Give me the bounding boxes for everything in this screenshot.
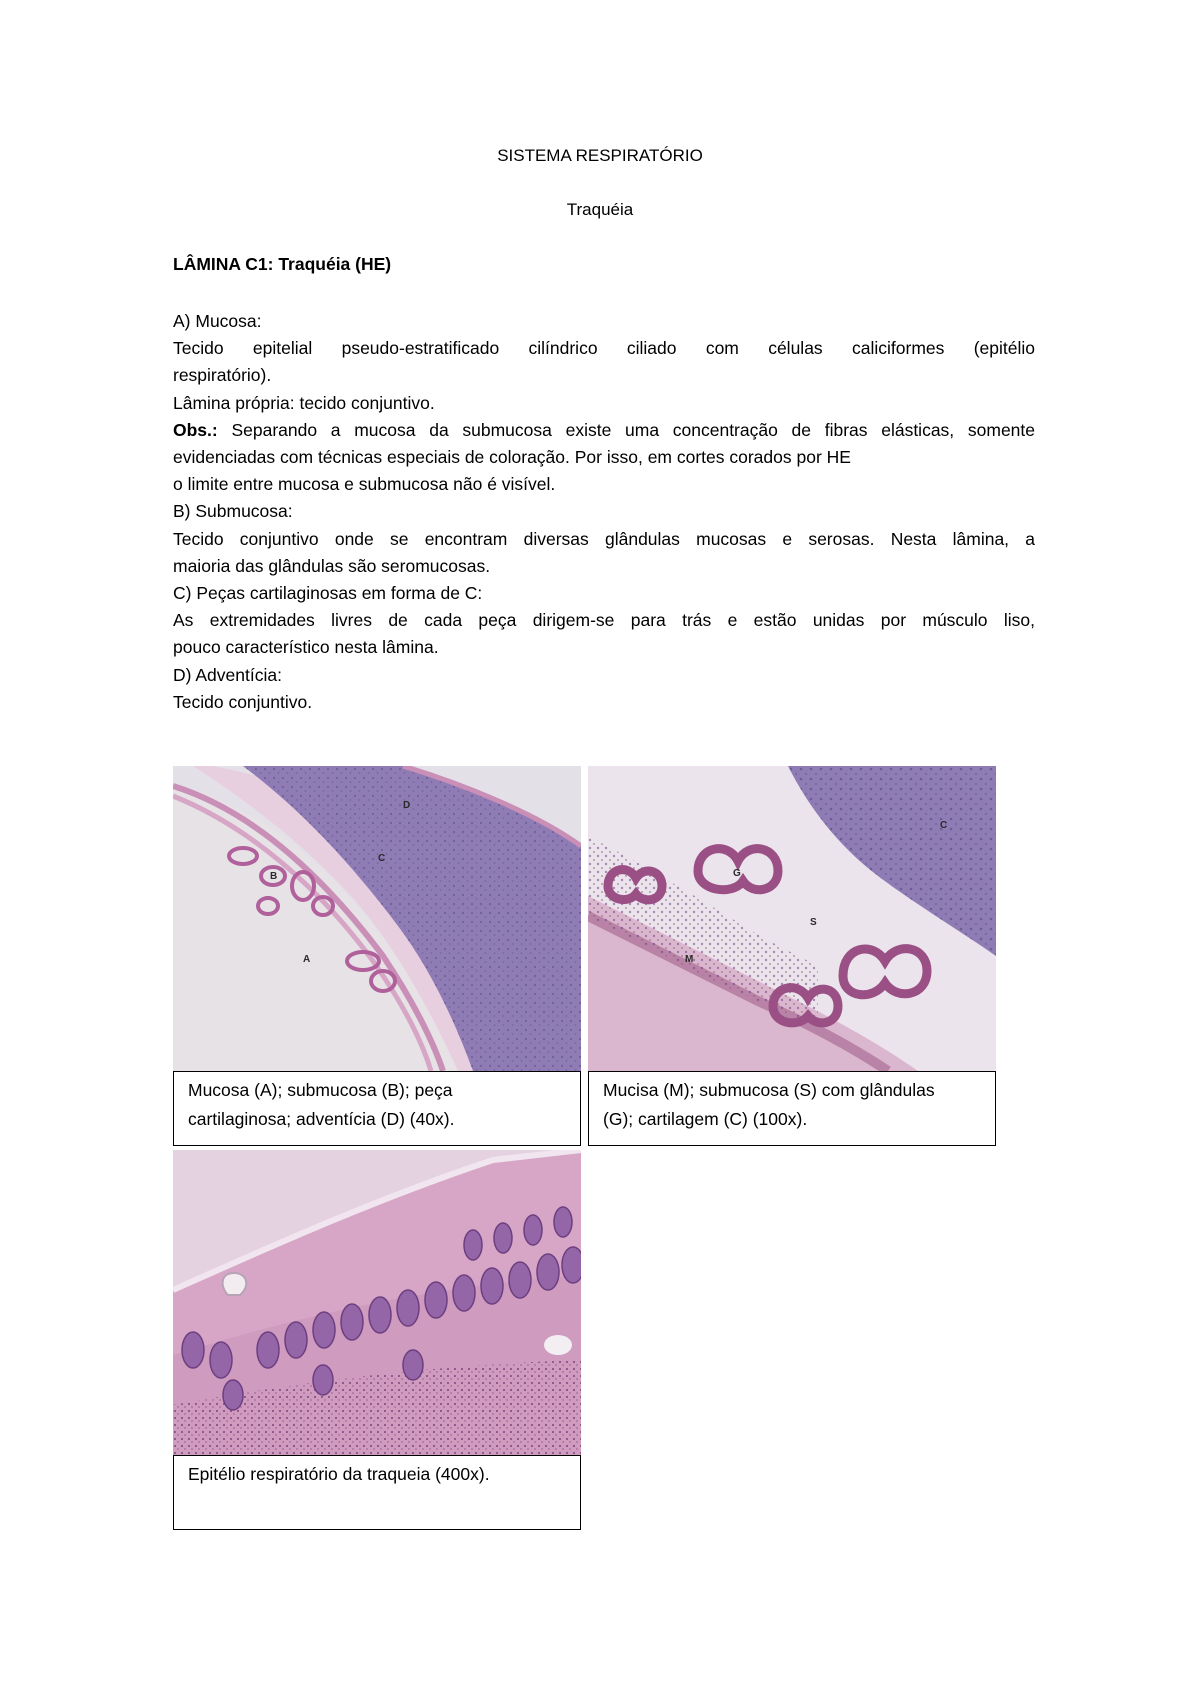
caption-3-line-1: Epitélio respiratório da traqueia (400x). bbox=[188, 1464, 490, 1484]
label-b: B bbox=[270, 871, 278, 882]
label-g: G bbox=[733, 868, 741, 879]
caption-figure-2 bbox=[588, 1071, 996, 1146]
micrograph-trachea-40x bbox=[173, 766, 581, 1071]
obs-text: Separando a mucosa da submucosa existe uma concentração de fibras elásticas, somente bbox=[217, 419, 1035, 440]
label-c: C bbox=[940, 820, 948, 831]
caption-figure-1 bbox=[173, 1071, 581, 1146]
page-subtitle: Traquéia bbox=[566, 200, 634, 219]
caption-1-line-2: cartilaginosa; adventícia (D) (40x). bbox=[188, 1109, 455, 1129]
caption-1-line-1: Mucosa (A); submucosa (B); peça bbox=[188, 1080, 453, 1100]
label-d: D bbox=[403, 800, 411, 811]
label-a: A bbox=[303, 954, 311, 965]
body-text bbox=[173, 308, 1035, 716]
mucosa-line-1: Tecido epitelial pseudo-estratificado cilíndrico ciliado com células caliciformes (epitélio bbox=[173, 338, 1035, 359]
page-title: SISTEMA RESPIRATÓRIO bbox=[497, 146, 703, 165]
caption-figure-3 bbox=[173, 1455, 581, 1530]
adventicia-heading: D) Adventícia: bbox=[173, 664, 282, 685]
lamina-heading: LÂMINA C1: Traquéia (HE) bbox=[173, 254, 392, 274]
mucosa-line-2: respiratório). bbox=[173, 365, 272, 386]
lamina-propria: Lâmina própria: tecido conjuntivo. bbox=[173, 392, 435, 413]
pecas-line-2: pouco característico nesta lâmina. bbox=[173, 637, 439, 658]
micrograph-trachea-100x bbox=[588, 766, 996, 1071]
submucosa-line-1: Tecido conjuntivo onde se encontram diversas glândulas mucosas e serosas. Nesta lâmina, a bbox=[173, 528, 1035, 549]
caption-2-line-1: Mucisa (M); submucosa (S) com glândulas bbox=[603, 1080, 935, 1100]
obs-line-2: evidenciadas com técnicas especiais de coloração. Por isso, em cortes corados por HE bbox=[173, 447, 851, 468]
submucosa-heading: B) Submucosa: bbox=[173, 501, 293, 522]
obs-line-1 bbox=[173, 417, 1035, 444]
micrograph-epithelium-400x bbox=[173, 1150, 581, 1455]
label-c: C bbox=[378, 853, 386, 864]
mucosa-heading: A) Mucosa: bbox=[173, 311, 262, 331]
label-s: S bbox=[810, 917, 817, 928]
pecas-heading: C) Peças cartilaginosas em forma de C: bbox=[173, 583, 483, 604]
pecas-line-1: As extremidades livres de cada peça dirigem-se para trás e estão unidas por músculo liso, bbox=[173, 610, 1035, 631]
adventicia-text: Tecido conjuntivo. bbox=[173, 691, 313, 712]
submucosa-line-2: maioria das glândulas são seromucosas. bbox=[173, 555, 491, 576]
obs-line-3: o limite entre mucosa e submucosa não é visível. bbox=[173, 474, 556, 495]
caption-2-line-2: (G); cartilagem (C) (100x). bbox=[603, 1109, 808, 1129]
label-m: M bbox=[685, 954, 694, 965]
obs-label: Obs.: bbox=[173, 419, 218, 440]
